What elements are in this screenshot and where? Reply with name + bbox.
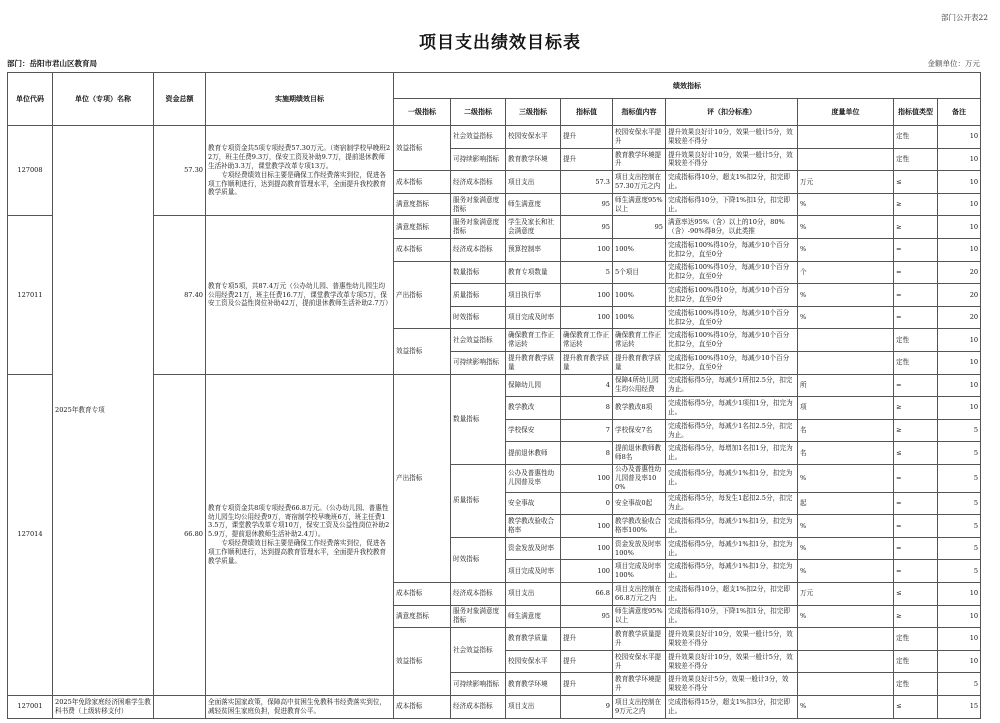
scoring-criteria: 完成指标得5分，每减少1所扣2.5分，扣完为止。 xyxy=(666,374,798,397)
indicator-value: 7 xyxy=(561,419,613,442)
value-type: = xyxy=(894,238,938,261)
level2-indicator: 可持续影响指标 xyxy=(451,148,506,171)
indicator-value: 8 xyxy=(561,397,613,420)
measure-unit: % xyxy=(798,238,894,261)
indicator-value: 95 xyxy=(561,216,613,239)
level2-indicator: 经济成本指标 xyxy=(451,582,506,605)
value-type: ≤ xyxy=(894,171,938,194)
level3-indicator: 教学教改 xyxy=(506,397,561,420)
level1-indicator: 成本指标 xyxy=(394,582,451,605)
value-type: = xyxy=(894,374,938,397)
measure-unit: 所 xyxy=(798,374,894,397)
note: 15 xyxy=(938,695,981,718)
level3-indicator: 项目支出 xyxy=(506,582,561,605)
indicator-value-content: 项目支出控制在57.30万元之内 xyxy=(613,171,666,194)
goal-paragraph: 教育专项资金共8项专项经费66.8万元。（公办幼儿园、普惠性幼儿园生均公用经费9万，寄宿制学校早晚班6万，班主任费13.5万，课堂教学改革专项10万，保安工资及公益性岗位补助25.9万，提前退休教师生活补助2.4万）。 xyxy=(208,503,390,539)
note: 5 xyxy=(938,442,981,465)
value-type: ≤ xyxy=(894,442,938,465)
scoring-criteria: 完成指标100%得10分，每减少10个百分比扣2分，直至0分 xyxy=(666,306,798,329)
level3-indicator: 资金发放及时率 xyxy=(506,537,561,560)
performance-goal xyxy=(206,126,394,216)
indicator-value-content: 校园安保水平提升 xyxy=(613,650,666,673)
note: 10 xyxy=(938,650,981,673)
measure-unit: % xyxy=(798,216,894,239)
funds-total: 87.40 xyxy=(154,216,206,374)
note: 10 xyxy=(938,238,981,261)
note: 5 xyxy=(938,560,981,583)
level2-indicator: 可持续影响指标 xyxy=(451,673,506,696)
scoring-criteria: 完成指标100%得10分，每减少10个百分比扣2分，直至0分 xyxy=(666,284,798,307)
level3-indicator: 项目执行率 xyxy=(506,284,561,307)
level3-indicator: 公办及普惠性幼儿园普及率 xyxy=(506,464,561,492)
level1-indicator: 成本指标 xyxy=(394,695,451,718)
indicator-value: 4 xyxy=(561,374,613,397)
indicator-value: 66.8 xyxy=(561,582,613,605)
project-name: 2025年教育专项 xyxy=(53,126,154,696)
measure-unit xyxy=(798,673,894,696)
value-type: 定性 xyxy=(894,351,938,374)
measure-unit: 名 xyxy=(798,419,894,442)
indicator-value-content: 教育教学环境提升 xyxy=(613,673,666,696)
performance-goal xyxy=(206,216,394,374)
indicator-value-content: 100% xyxy=(613,284,666,307)
value-type: ≥ xyxy=(894,193,938,216)
measure-unit: % xyxy=(798,560,894,583)
measure-unit: 起 xyxy=(798,492,894,515)
scoring-criteria: 提升效果良好计10分，效果一般计5分，效果较差不得分 xyxy=(666,650,798,673)
measure-unit xyxy=(798,351,894,374)
measure-unit xyxy=(798,148,894,171)
level1-indicator: 成本指标 xyxy=(394,238,451,261)
value-type: = xyxy=(894,537,938,560)
note: 10 xyxy=(938,216,981,239)
indicator-value-content: 师生满意度95%以上 xyxy=(613,193,666,216)
measure-unit: % xyxy=(798,537,894,560)
indicator-value: 提升 xyxy=(561,148,613,171)
goal-paragraph: 教育专项5项，共87.4万元（公办幼儿园、普惠性幼儿园生均公用经费21万，班主任费16.7万，课堂教学改革专项5万，保安工资及公益性岗位补助42万，提前退休教师生活补助2.7万） xyxy=(208,281,392,308)
indicator-value-content: 资金发放及时率100% xyxy=(613,537,666,560)
note: 10 xyxy=(938,628,981,651)
note: 10 xyxy=(938,193,981,216)
indicator-value: 提升 xyxy=(561,673,613,696)
note: 10 xyxy=(938,374,981,397)
indicator-value-content: 师生满意度95%以上 xyxy=(613,605,666,628)
amount-unit-label: 金额单位：万元 xyxy=(927,59,980,68)
scoring-criteria: 完成指标得5分，每减少1%扣1分，扣完为止。 xyxy=(666,464,798,492)
measure-unit: % xyxy=(798,515,894,538)
indicator-value: 100 xyxy=(561,284,613,307)
measure-unit: % xyxy=(798,306,894,329)
table-row xyxy=(8,374,981,397)
note: 20 xyxy=(938,306,981,329)
header-level3: 三级指标 xyxy=(506,99,561,126)
value-type: ≥ xyxy=(894,605,938,628)
scoring-criteria: 完成指标得5分，每减少1%扣1分，扣完为止。 xyxy=(666,537,798,560)
indicator-value: 5 xyxy=(561,261,613,284)
indicator-value-content: 100% xyxy=(613,238,666,261)
level2-indicator: 服务对象满意度指标 xyxy=(451,216,506,239)
level3-indicator: 教育教学环境 xyxy=(506,148,561,171)
level2-indicator: 时效指标 xyxy=(451,306,506,329)
header-level1: 一级指标 xyxy=(394,99,451,126)
indicator-value: 8 xyxy=(561,442,613,465)
level3-indicator: 提前退休教师 xyxy=(506,442,561,465)
scoring-criteria: 完成指标得5分，每发生1起扣2.5分，扣完为止。 xyxy=(666,492,798,515)
header-unit: 度量单位 xyxy=(798,99,894,126)
scoring-criteria: 完成指标100%得10分，每减少10个百分比扣2分，直至0分 xyxy=(666,351,798,374)
level3-indicator: 预算控制率 xyxy=(506,238,561,261)
unit-code: 127008 xyxy=(8,126,53,216)
level3-indicator: 学校保安 xyxy=(506,419,561,442)
scoring-criteria: 完成指标100%得10分，每减少10个百分比扣2分，直至0分 xyxy=(666,329,798,352)
header-criteria: 评（扣分标准） xyxy=(666,99,798,126)
indicator-value-content: 教育教学质量提升 xyxy=(613,628,666,651)
level1-indicator: 效益指标 xyxy=(394,628,451,696)
header-value-content: 指标值内容 xyxy=(613,99,666,126)
indicator-value-content: 100% xyxy=(613,306,666,329)
level2-indicator: 社会效益指标 xyxy=(451,329,506,352)
level3-indicator: 安全事故 xyxy=(506,492,561,515)
header-indicators: 绩效指标 xyxy=(394,73,981,99)
value-type: ≥ xyxy=(894,216,938,239)
table-row xyxy=(8,216,981,239)
value-type: 定性 xyxy=(894,148,938,171)
level2-indicator: 质量指标 xyxy=(451,284,506,307)
header-name: 单位（专项）名称 xyxy=(53,73,154,126)
header-code: 单位代码 xyxy=(8,73,53,126)
level2-indicator: 时效指标 xyxy=(451,537,506,582)
measure-unit: 万元 xyxy=(798,171,894,194)
department-label: 部门：岳阳市君山区教育局 xyxy=(7,59,97,68)
table-body xyxy=(8,126,981,719)
indicator-value-content: 保障4所幼儿园生均公用经费 xyxy=(613,374,666,397)
level3-indicator: 校园安保水平 xyxy=(506,650,561,673)
level2-indicator: 经济成本指标 xyxy=(451,238,506,261)
note: 5 xyxy=(938,673,981,696)
measure-unit: % xyxy=(798,464,894,492)
note: 20 xyxy=(938,284,981,307)
indicator-value-content: 校园安保水平提升 xyxy=(613,126,666,149)
level1-indicator: 效益指标 xyxy=(394,329,451,374)
indicator-value-content: 项目支出控制在9万元之内 xyxy=(613,695,666,718)
measure-unit: 个 xyxy=(798,261,894,284)
table-row xyxy=(8,126,981,149)
value-type: = xyxy=(894,261,938,284)
level3-indicator: 师生满意度 xyxy=(506,193,561,216)
value-type: = xyxy=(894,306,938,329)
value-type: ≤ xyxy=(894,582,938,605)
header-value: 指标值 xyxy=(561,99,613,126)
scoring-criteria: 完成指标得10分，下降1%扣1分，扣完即止。 xyxy=(666,193,798,216)
form-number: 部门公开表22 xyxy=(940,13,988,22)
header-value-type: 指标值类型 xyxy=(894,99,938,126)
indicator-value: 100 xyxy=(561,306,613,329)
level2-indicator: 经济成本指标 xyxy=(451,171,506,194)
indicator-value-content: 教学教改验收合格率100% xyxy=(613,515,666,538)
scoring-criteria: 完成指标得10分，超支1%扣2分，扣完即止。 xyxy=(666,582,798,605)
note: 10 xyxy=(938,171,981,194)
indicator-value-content: 安全事故0起 xyxy=(613,492,666,515)
level3-indicator: 师生满意度 xyxy=(506,605,561,628)
funds-total xyxy=(154,695,206,718)
level2-indicator: 服务对象满意度指标 xyxy=(451,605,506,628)
value-type: ≥ xyxy=(894,419,938,442)
header-goal: 实施期绩效目标 xyxy=(206,73,394,126)
performance-goal xyxy=(206,695,394,718)
measure-unit: 名 xyxy=(798,442,894,465)
scoring-criteria: 提升效果良好计10分，效果一般计5分，效果较差不得分 xyxy=(666,628,798,651)
unit-code: 127001 xyxy=(8,695,53,718)
goal-paragraph: 专项经费绩效目标主要是确保工作经费落实到位，促进各项工作顺利进行，达到提高教育管理水平，全面提升我校教育教学质量。 xyxy=(208,170,387,197)
note: 10 xyxy=(938,351,981,374)
indicator-value-content: 95 xyxy=(613,216,666,239)
value-type: = xyxy=(894,492,938,515)
header-note: 备注 xyxy=(938,99,981,126)
indicator-value-content: 教育教学环境提升 xyxy=(613,148,666,171)
scoring-criteria: 完成指标100%得10分，每减少10个百分比扣2分，直至0分 xyxy=(666,238,798,261)
value-type: 定性 xyxy=(894,126,938,149)
level1-indicator: 满意度指标 xyxy=(394,605,451,628)
note: 10 xyxy=(938,126,981,149)
goal-paragraph: 全面落实国家政策，保障高中贫困生免教科书经费落实到位，减轻贫困生家庭负担，促进教育公平。 xyxy=(208,697,387,715)
funds-total: 66.80 xyxy=(154,374,206,695)
measure-unit: % xyxy=(798,284,894,307)
level3-indicator: 校园安保水平 xyxy=(506,126,561,149)
note: 10 xyxy=(938,605,981,628)
indicator-value: 提升 xyxy=(561,126,613,149)
header-level2: 二级指标 xyxy=(451,99,506,126)
value-type: 定性 xyxy=(894,650,938,673)
level2-indicator: 可持续影响指标 xyxy=(451,351,506,374)
measure-unit: % xyxy=(798,605,894,628)
level2-indicator: 质量指标 xyxy=(451,464,506,537)
value-type: = xyxy=(894,284,938,307)
indicator-value-content: 项目支出控制在66.8万元之内 xyxy=(613,582,666,605)
value-type: 定性 xyxy=(894,673,938,696)
note: 10 xyxy=(938,397,981,420)
measure-unit xyxy=(798,126,894,149)
level3-indicator: 项目完成及时率 xyxy=(506,560,561,583)
indicator-value: 100 xyxy=(561,515,613,538)
measure-unit: % xyxy=(798,193,894,216)
indicator-value-content: 项目完成及时率100% xyxy=(613,560,666,583)
indicator-value-content: 学校保安7名 xyxy=(613,419,666,442)
indicator-value-content: 确保教育工作正常运转 xyxy=(613,329,666,352)
measure-unit: 项 xyxy=(798,397,894,420)
measure-unit: 万元 xyxy=(798,582,894,605)
indicator-value: 100 xyxy=(561,464,613,492)
indicator-value: 100 xyxy=(561,537,613,560)
level2-indicator: 服务对象满意度指标 xyxy=(451,193,506,216)
funds-total: 57.30 xyxy=(154,126,206,216)
note: 5 xyxy=(938,537,981,560)
scoring-criteria: 完成指标得5分，每减少1%扣1分，扣完为止。 xyxy=(666,515,798,538)
level3-indicator: 项目支出 xyxy=(506,171,561,194)
level3-indicator: 教育教学质量 xyxy=(506,628,561,651)
scoring-criteria: 满意率达95%（含）以上的10分，80%（含）-90%得8分，以此类推 xyxy=(666,216,798,239)
indicator-value: 提升 xyxy=(561,650,613,673)
level3-indicator: 项目支出 xyxy=(506,695,561,718)
value-type: = xyxy=(894,515,938,538)
level2-indicator: 经济成本指标 xyxy=(451,695,506,718)
value-type: 定性 xyxy=(894,628,938,651)
scoring-criteria: 完成指标得5分，每减少1%扣1分，扣完为止。 xyxy=(666,560,798,583)
indicator-value-content: 5个项目 xyxy=(613,261,666,284)
note: 5 xyxy=(938,464,981,492)
scoring-criteria: 完成指标得5分，每增加1名扣1分，扣完为止。 xyxy=(666,442,798,465)
note: 10 xyxy=(938,329,981,352)
indicator-value: 100 xyxy=(561,238,613,261)
scoring-criteria: 完成指标得10分，超支1%扣2分，扣完即止。 xyxy=(666,171,798,194)
level3-indicator: 保障幼儿园 xyxy=(506,374,561,397)
measure-unit: % xyxy=(798,695,894,718)
measure-unit xyxy=(798,628,894,651)
scoring-criteria: 完成指标得5分，每减少1名扣2.5分，扣完为止。 xyxy=(666,419,798,442)
indicator-value: 提升教育教学质量 xyxy=(561,351,613,374)
level2-indicator: 社会效益指标 xyxy=(451,126,506,149)
goal-paragraph: 专项经费绩效目标主要是确保工作经费落实到位，促进各项工作顺利进行，达到提高教育管理水平，全面提升我校教育教学质量。 xyxy=(208,539,387,565)
indicator-value: 57.3 xyxy=(561,171,613,194)
level2-indicator: 社会效益指标 xyxy=(451,628,506,673)
indicator-value: 95 xyxy=(561,605,613,628)
level3-indicator: 教学教改验收合格率 xyxy=(506,515,561,538)
note: 10 xyxy=(938,148,981,171)
scoring-criteria: 提升效果良好计5分，效果一般计3分，效果较差不得分 xyxy=(666,673,798,696)
level1-indicator: 成本指标 xyxy=(394,171,451,194)
unit-code: 127014 xyxy=(8,374,53,695)
level3-indicator: 确保教育工作正常运转 xyxy=(506,329,561,352)
value-type: ≥ xyxy=(894,397,938,420)
indicator-value-content: 提前退休教师教师8名 xyxy=(613,442,666,465)
level1-indicator: 满意度指标 xyxy=(394,193,451,216)
indicator-value-content: 教学教改8项 xyxy=(613,397,666,420)
level2-indicator: 数量指标 xyxy=(451,374,506,464)
level1-indicator: 产出指标 xyxy=(394,374,451,582)
indicator-value: 9 xyxy=(561,695,613,718)
note: 5 xyxy=(938,492,981,515)
scoring-criteria: 完成指标100%得10分，每减少10个百分比扣2分，直至0分 xyxy=(666,261,798,284)
scoring-criteria: 完成指标得10分，下降1%扣1分，扣完即止。 xyxy=(666,605,798,628)
level3-indicator: 教育教学环境 xyxy=(506,673,561,696)
header-funds: 资金总额 xyxy=(154,73,206,126)
unit-code: 127011 xyxy=(8,216,53,374)
level1-indicator: 满意度指标 xyxy=(394,216,451,239)
indicator-value: 确保教育工作正常运转 xyxy=(561,329,613,352)
note: 10 xyxy=(938,582,981,605)
indicator-value-content: 公办及普惠性幼儿园普及率100% xyxy=(613,464,666,492)
level3-indicator: 教育专项数量 xyxy=(506,261,561,284)
value-type: = xyxy=(894,464,938,492)
scoring-criteria: 完成指标得5分，每减少1项扣1分，扣完为止。 xyxy=(666,397,798,420)
level3-indicator: 项目完成及时率 xyxy=(506,306,561,329)
note: 5 xyxy=(938,515,981,538)
level3-indicator: 提升教育教学质量 xyxy=(506,351,561,374)
scoring-criteria: 提升效果良好计10分，效果一般计5分，效果较差不得分 xyxy=(666,148,798,171)
indicator-value: 100 xyxy=(561,560,613,583)
scoring-criteria: 提升效果良好计10分，效果一般计5分，效果较差不得分 xyxy=(666,126,798,149)
table-row xyxy=(8,695,981,718)
performance-goal xyxy=(206,374,394,695)
note: 5 xyxy=(938,419,981,442)
indicator-value: 95 xyxy=(561,193,613,216)
indicator-value-content: 提升教育教学质量 xyxy=(613,351,666,374)
indicator-value: 提升 xyxy=(561,628,613,651)
value-type: = xyxy=(894,560,938,583)
project-name: 2025年免除家庭经济困难学生教科书费（上级转移支付） xyxy=(53,695,154,718)
measure-unit xyxy=(798,650,894,673)
indicator-value: 0 xyxy=(561,492,613,515)
level1-indicator: 产出指标 xyxy=(394,261,451,329)
measure-unit xyxy=(798,329,894,352)
page-title: 项目支出绩效目标表 xyxy=(419,33,581,53)
performance-target-table xyxy=(7,72,981,719)
level1-indicator: 效益指标 xyxy=(394,126,451,171)
goal-paragraph: 教育专项资金共5项专项经费57.30万元。（寄宿制学校早晚班22万，班主任费9.3万，保安工资及补助9.7万，提前退休教师生活补助3.3万，课堂教学改革专项13万。 xyxy=(208,144,391,170)
note: 20 xyxy=(938,261,981,284)
scoring-criteria: 完成指标得15分，超支1%扣3分，扣完即止。 xyxy=(666,695,798,718)
value-type: ≤ xyxy=(894,695,938,718)
level3-indicator: 学生及家长和社会满意度 xyxy=(506,216,561,239)
level2-indicator: 数量指标 xyxy=(451,261,506,284)
value-type: 定性 xyxy=(894,329,938,352)
